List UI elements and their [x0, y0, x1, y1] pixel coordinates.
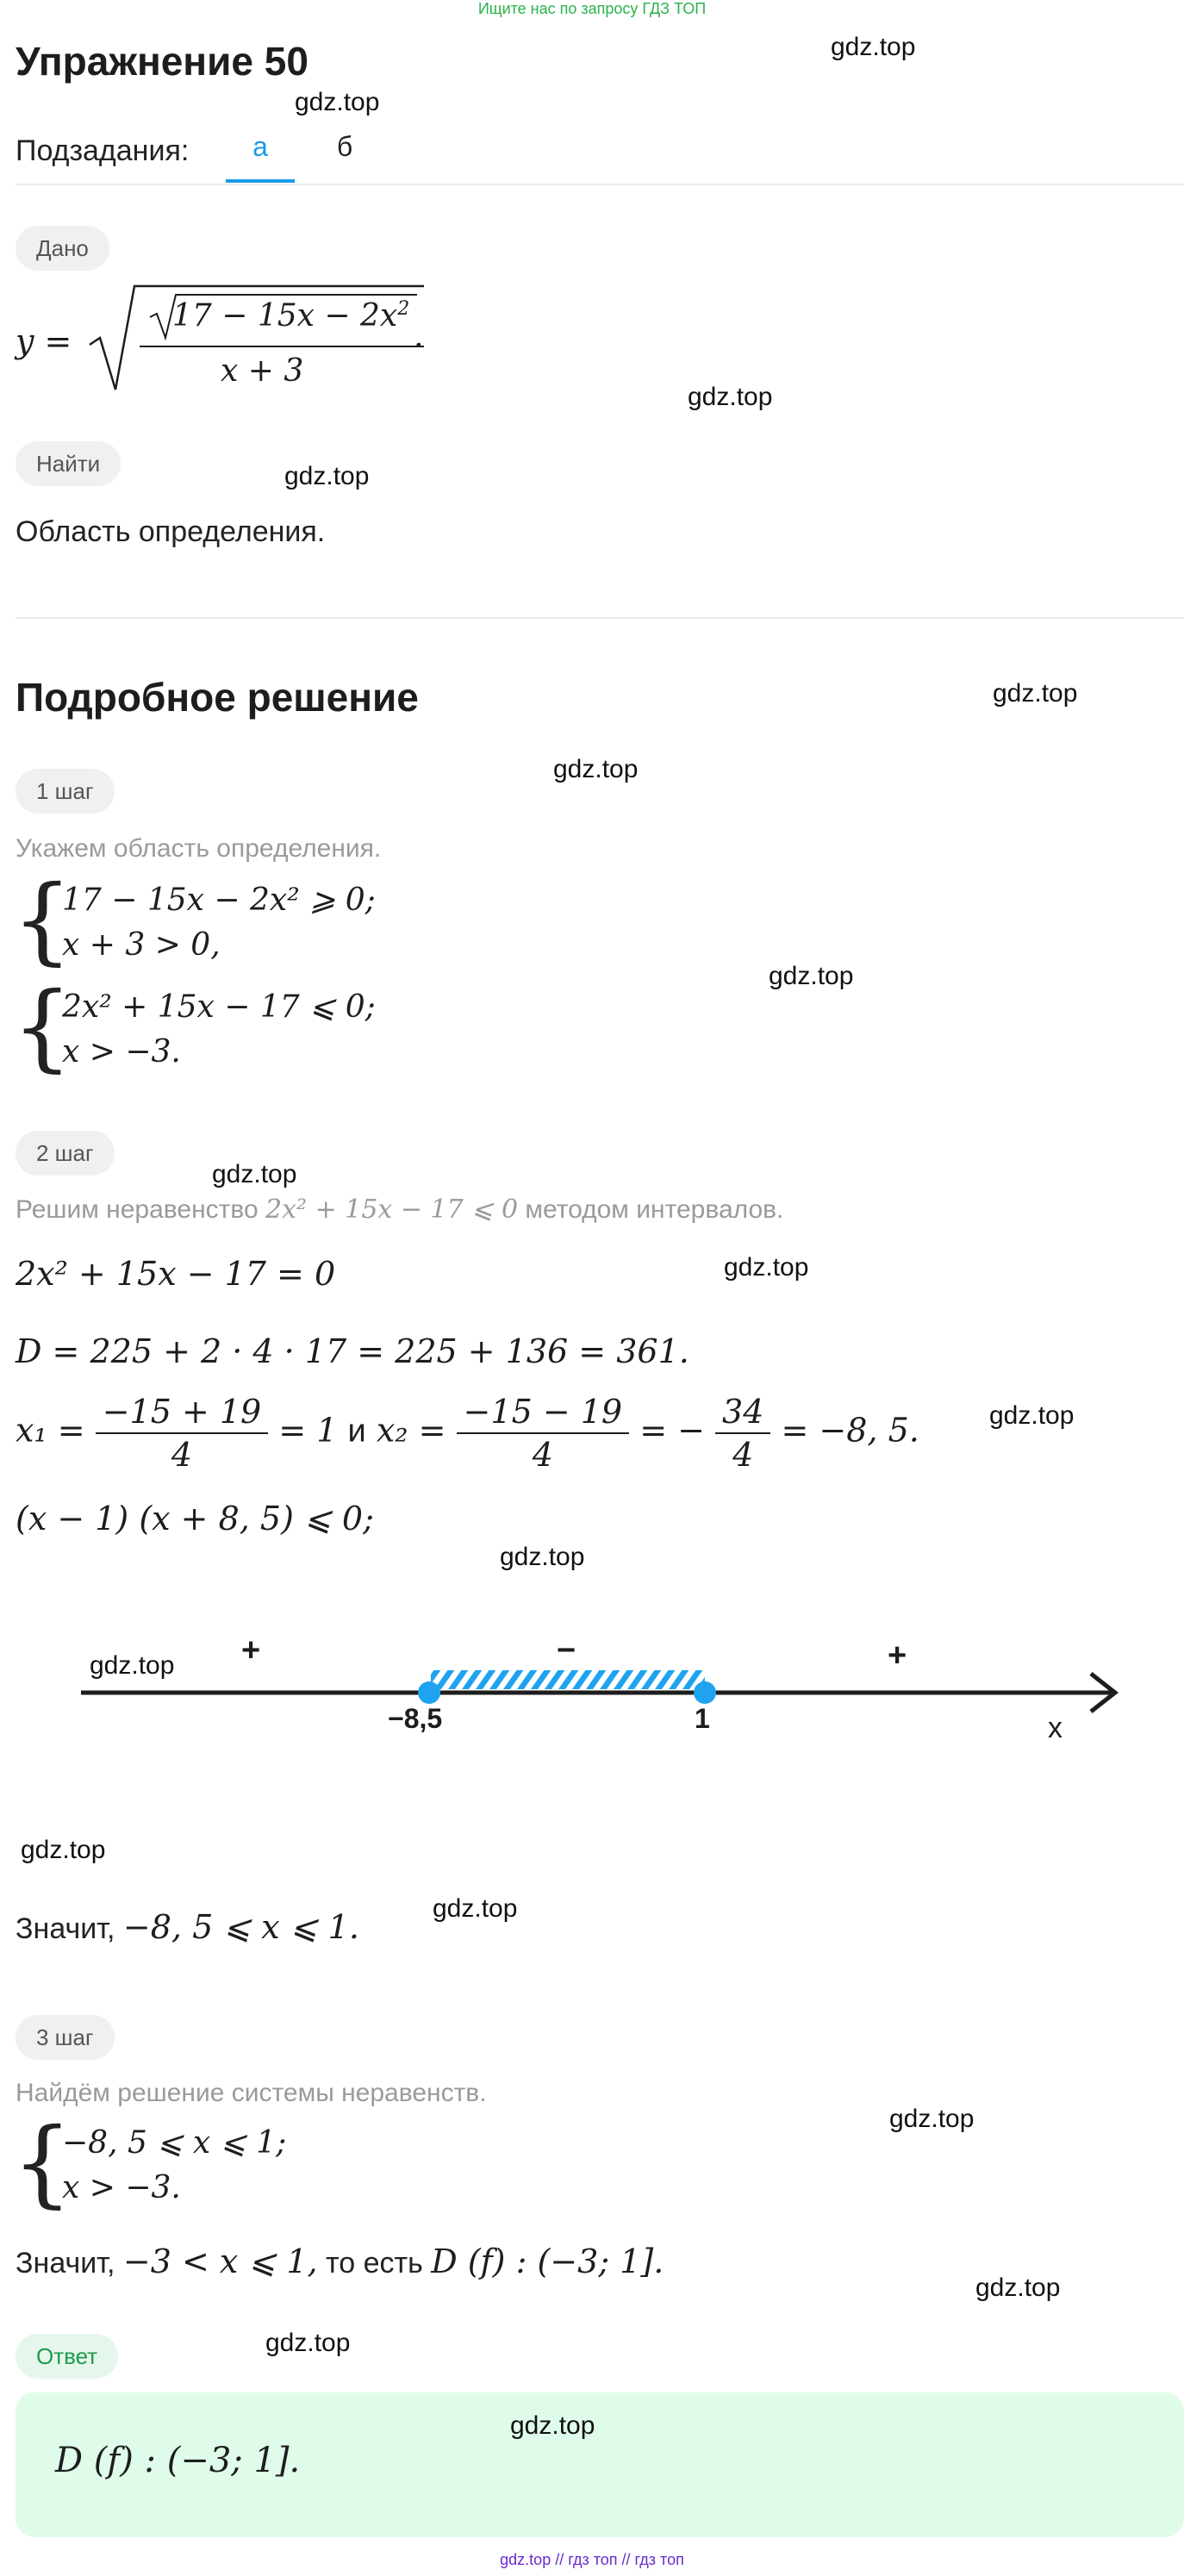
- watermark: gdz.top: [433, 1894, 518, 1923]
- watermark: gdz.top: [724, 1253, 809, 1282]
- tab-subtask-b[interactable]: б: [336, 131, 353, 162]
- step3-conclusion-prefix: Значит,: [16, 2247, 115, 2280]
- watermark: gdz.top: [212, 1160, 297, 1188]
- step3-hint: Найдём решение системы неравенств.: [16, 2079, 487, 2107]
- step1-badge: 1 шаг: [16, 769, 115, 814]
- point-right-label: 1: [695, 1703, 710, 1734]
- solution-title: Подробное решение: [16, 675, 419, 720]
- given-badge: Дано: [16, 226, 109, 271]
- answer-value: D (f) : (−3; 1].: [55, 2441, 301, 2480]
- step2-conclusion: [16, 1908, 359, 1946]
- step1-sys1-line2: x + 3 > 0,: [62, 927, 221, 963]
- point-left-dot: [418, 1681, 440, 1704]
- given-radicand-numerator: $17 - 15x - 2x^2$: [172, 298, 410, 334]
- step2-conclusion-prefix: Значит,: [16, 1912, 115, 1945]
- step2-conclusion-math: −8, 5 ⩽ x ⩽ 1.: [122, 1908, 359, 1946]
- x2-equals: = −: [639, 1411, 705, 1450]
- active-tab-indicator: [226, 179, 295, 183]
- watermark: gdz.top: [688, 383, 773, 411]
- x2-label: x₂ =: [376, 1411, 446, 1450]
- step2-discriminant: D = 225 + 2 · 4 · 17 = 225 + 136 = 361.: [16, 1332, 689, 1370]
- subtasks-label: Подзадания:: [16, 134, 190, 167]
- step2-factored: (x − 1) (x + 8, 5) ⩽ 0;: [16, 1500, 374, 1537]
- watermark: gdz.top: [500, 1543, 585, 1571]
- step2-hint-suffix: методом интервалов.: [525, 1195, 784, 1224]
- x1-value: = 1: [278, 1411, 338, 1450]
- system-brace-3: {: [12, 2107, 72, 2217]
- bottom-site-link[interactable]: gdz.top // гдз топ // гдз топ: [500, 2551, 684, 2568]
- system-brace-2: {: [12, 971, 72, 1082]
- sign-left: +: [241, 1632, 261, 1668]
- watermark: gdz.top: [510, 2411, 595, 2440]
- system-brace-1: {: [12, 864, 72, 975]
- axis-label: x: [1048, 1712, 1062, 1744]
- watermark: gdz.top: [889, 2105, 975, 2133]
- watermark: gdz.top: [989, 1401, 1075, 1430]
- step2-hint-math: 2x² + 15x − 17 ⩽ 0: [265, 1194, 519, 1225]
- step1-sys2-line2: x > −3.: [62, 1034, 181, 1070]
- x2-value: = −8, 5.: [781, 1411, 919, 1450]
- x1-label: x₁ =: [16, 1411, 85, 1450]
- find-badge: Найти: [16, 441, 121, 486]
- step3-conclusion-math1: −3 < x ⩽ 1,: [122, 2242, 318, 2280]
- solution-interval-hatch: [431, 1670, 705, 1689]
- number-line: [69, 1620, 1137, 1775]
- given-formula: [16, 281, 429, 402]
- step2-hint-prefix: Решим неравенство: [16, 1195, 259, 1224]
- sign-middle: −: [557, 1632, 576, 1668]
- x2-fraction: $\frac{-15 - 19}{4}$: [457, 1393, 630, 1474]
- step3-conclusion: [16, 2242, 664, 2280]
- step3-sys-line2: x > −3.: [62, 2170, 181, 2205]
- x1-fraction: $\frac{-15 + 19}{4}$: [96, 1393, 269, 1474]
- answer-badge: Ответ: [16, 2334, 118, 2379]
- watermark: gdz.top: [993, 679, 1078, 708]
- roots-and: и: [347, 1413, 366, 1450]
- step2-hint: [16, 1194, 783, 1225]
- step2-roots: [16, 1393, 919, 1474]
- point-right-dot: [694, 1681, 716, 1704]
- given-radicand-denominator: x + 3: [221, 353, 304, 389]
- sign-right: +: [888, 1637, 907, 1674]
- header-divider: [16, 184, 1184, 185]
- section-divider: [16, 617, 1184, 619]
- watermark: gdz.top: [295, 88, 380, 116]
- find-text: Область определения.: [16, 515, 326, 548]
- watermark: gdz.top: [284, 462, 370, 490]
- watermark: gdz.top: [553, 755, 639, 783]
- step1-hint: Укажем область определения.: [16, 834, 382, 863]
- watermark: gdz.top: [90, 1651, 175, 1680]
- step3-sys-line1: −8, 5 ⩽ x ⩽ 1;: [62, 2125, 287, 2161]
- page-title: Упражнение 50: [16, 39, 308, 84]
- watermark: gdz.top: [975, 2273, 1061, 2302]
- watermark: gdz.top: [265, 2329, 351, 2357]
- step2-equation: 2x² + 15x − 17 = 0: [16, 1255, 336, 1293]
- step3-conclusion-mid: то есть: [326, 2247, 423, 2280]
- x2-fraction-2: $\frac{34}{4}$: [715, 1393, 770, 1474]
- watermark: gdz.top: [769, 962, 854, 990]
- point-left-label: −8,5: [388, 1703, 443, 1734]
- given-y-eq: y =: [16, 322, 72, 360]
- tab-subtask-a[interactable]: а: [252, 131, 268, 162]
- watermark: gdz.top: [831, 33, 916, 61]
- step1-sys2-line1: 2x² + 15x − 17 ⩽ 0;: [62, 989, 376, 1025]
- step2-badge: 2 шаг: [16, 1131, 115, 1176]
- given-period: .: [414, 319, 424, 354]
- top-banner[interactable]: Ищите нас по запросу ГДЗ ТОП: [477, 0, 707, 17]
- watermark: gdz.top: [21, 1836, 106, 1864]
- step3-conclusion-math2: D (f) : (−3; 1].: [431, 2242, 664, 2280]
- step3-badge: 3 шаг: [16, 2015, 115, 2060]
- step1-sys1-line1: 17 − 15x − 2x² ⩾ 0;: [62, 883, 376, 918]
